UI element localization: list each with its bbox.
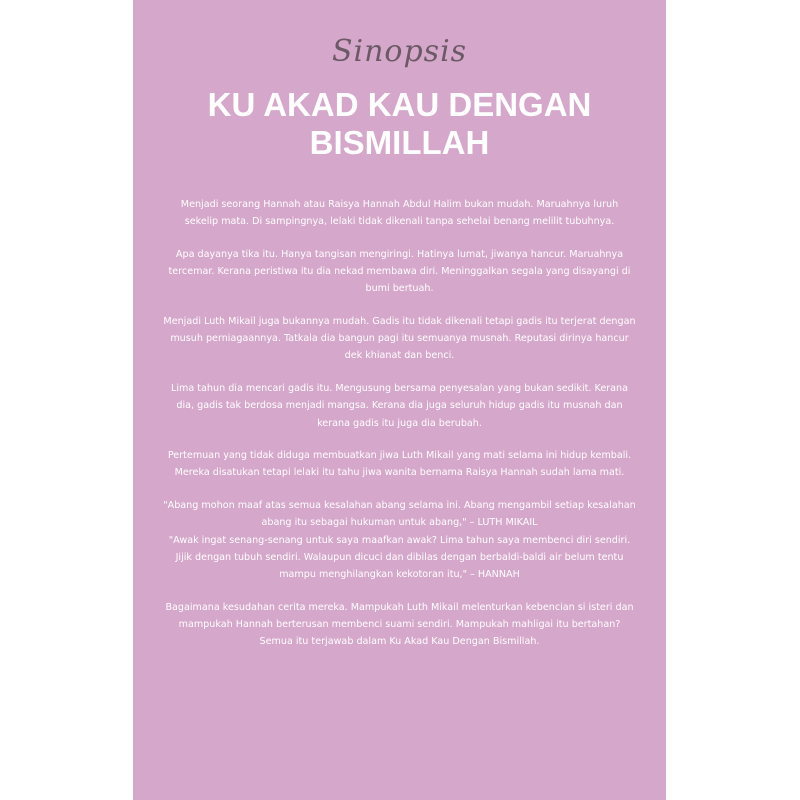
book-title-line-2: BISMILLAH (309, 124, 490, 161)
synopsis-closing: Bagaimana kesudahan cerita mereka. Mampukah Luth Mikail melenturkan kebencian si isteri dan mampukah Hannah berterusan membenci suami sendiri. Mampukah mahligai itu bertahan? Semua itu terjawab dalam Ku Akad Kau Dengan Bismillah. (165, 601, 634, 648)
synopsis-paragraph-3: Menjadi Luth Mikail juga bukannya mudah. Gadis itu tidak dikenali tetapi gadis itu terjerat dengan musuh perniagaannya. Tatkala dia bangun pagi itu semuanya musnah. Reputasi dirinya hancur dek khianat dan benci. (163, 316, 636, 362)
book-back-cover (133, 0, 666, 800)
book-title (133, 86, 666, 162)
book-title-line-1: KU AKAD KAU DENGAN (207, 86, 592, 123)
synopsis-paragraph-2: Apa dayanya tika itu. Hanya tangisan mengiringi. Hatinya lumat, jiwanya hancur. Maruahnya tercemar. Kerana peristiwa itu dia nekad membawa diri. Meninggalkan segala yang disayangi di bumi bertuah. (168, 248, 631, 295)
synopsis-text (163, 196, 636, 666)
quote-hannah: "Awak ingat senang-senang untuk saya maafkan awak? Lima tahun saya membenci diri sendiri. Jijik dengan tubuh sendiri. Walaupun dicuci dan dibilas dengan berbaldi-baldi air belum tentu mampu menghilangkan kekotoran itu," – HANNAH (168, 534, 631, 580)
quote-luth-mikail: "Abang mohon maaf atas semua kesalahan abang selama ini. Abang mengambil setiap kesalahan abang itu sebagai hukuman untuk abang," – LUTH MIKAIL (163, 500, 636, 529)
synopsis-paragraph-5: Pertemuan yang tidak diduga membuatkan jiwa Luth Mikail yang mati selama ini hidup kembali. Mereka disatukan tetapi lelaki itu tahu jiwa wanita bernama Raisya Hannah sudah lama mati. (167, 450, 632, 479)
synopsis-paragraph-1: Menjadi seorang Hannah atau Raisya Hannah Abdul Halim bukan mudah. Maruahnya luruh sekelip mata. Di sampingnya, lelaki tidak dikenali tanpa sehelai benang melilit tubuhnya. (180, 199, 619, 228)
synopsis-paragraph-4: Lima tahun dia mencari gadis itu. Mengusung bersama penyesalan yang bukan sedikit. Kerana dia, gadis tak berdosa menjadi mangsa. Kerana dia juga seluruh hidup gadis itu musnah dan kerana gadis itu juga dia berubah. (170, 383, 629, 429)
synopsis-heading: Sinopsis (331, 34, 468, 69)
